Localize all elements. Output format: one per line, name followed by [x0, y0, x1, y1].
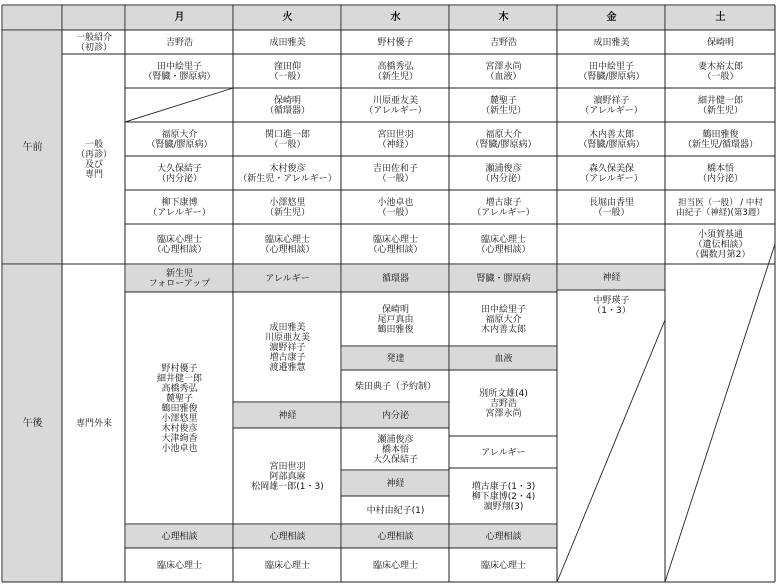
day-header-mon: 月	[126, 6, 233, 30]
am-r3-thu: 瀬浦俊彦 （内分泌）	[480, 163, 526, 184]
am-r5-thu: 臨床心理士 （心理相談）	[476, 234, 531, 255]
pm-thu-allergy-header: アレルギー	[481, 447, 526, 458]
am-r1-wed: 川原亜友美 （アレルギー）	[364, 95, 427, 116]
am-r4-mon: 柳下康博 （アレルギー）	[148, 197, 211, 218]
am-r4-fri: 長堀由香里 （一般）	[588, 197, 634, 218]
first-visit-tue: 成田雅美	[269, 37, 306, 48]
pm-fri-neuro-doctors: 中野瑛子 （1・3）	[592, 295, 631, 316]
pm-wed-dev-header: 発達	[342, 347, 449, 370]
pm-wed-cardio-header: 循環器	[342, 265, 449, 292]
am-r0-tue: 窪田仰 （一般）	[269, 61, 306, 82]
am-r2-sat: 鶴田雅俊 （新生児/循環器）	[682, 129, 759, 150]
pm-wed-neuro-header: 神経	[342, 471, 449, 496]
pm-mon-doctors: 野村優子 細井健一郎 高橋秀弘 麓聖子 鶴田雅俊 小澤悠里 木村俊彦 大津絢香 小池卓也	[156, 363, 202, 454]
am-r5-wed: 臨床心理士 （心理相談）	[368, 234, 423, 255]
pm-wed-counseling-staff: 臨床心理士	[372, 560, 418, 571]
am-r2-wed: 宮田世羽 （神経）	[377, 129, 414, 150]
pm-mon-counseling-header: 心理相談	[126, 525, 233, 548]
am-r3-sat: 橋本悟 （内分泌）	[697, 163, 743, 184]
day-header-sat: 土	[666, 6, 775, 30]
am-r4-sat: 担当医（一般） / 中村 由紀子（神経)(第3週）	[676, 197, 765, 218]
day-header-thu: 木	[450, 6, 557, 30]
pm-wed-cardio-doctors: 保崎明 尾戸真由 鶴田雅俊	[377, 304, 414, 335]
pm-thu-renal-header: 腎臓・膠原病	[450, 265, 557, 292]
am-r4-tue: 小澤悠里 （新生児）	[264, 197, 310, 218]
day-header-fri: 金	[558, 6, 665, 30]
day-header-wed: 水	[342, 6, 449, 30]
am-r0-fri: 田中絵里子 （腎臓/膠原病）	[578, 61, 645, 82]
am-r2-tue: 関口進一郎 （一般）	[264, 129, 310, 150]
first-visit-wed: 野村優子	[377, 37, 414, 48]
am-r3-tue: 木村俊彦 （新生児・アレルギー）	[238, 163, 337, 184]
first-visit-mon: 吉野浩	[165, 37, 193, 48]
am-r4-wed: 小池卓也 （一般）	[377, 197, 414, 218]
pm-tue-neuro-header: 神経	[234, 403, 341, 428]
am-r1-sat: 細井健一郎 （新生児）	[697, 95, 743, 116]
pm-tue-allergy-header: アレルギー	[234, 265, 341, 292]
pm-period-label: 午後	[22, 417, 43, 429]
pm-thu-blood-header: 血液	[450, 347, 557, 370]
am-r5-tue: 臨床心理士 （心理相談）	[260, 234, 315, 255]
am-r2-thu: 福原大介 （腎臓/膠原病）	[470, 129, 537, 150]
general-label: 一般 （再診） 及び 専門	[75, 139, 112, 180]
pm-thu-counseling-staff: 臨床心理士	[480, 560, 526, 571]
first-visit-sat: 保崎明	[706, 37, 734, 48]
am-r0-mon: 田中絵里子 （腎臓・膠原病）	[143, 61, 216, 82]
am-r5-mon: 臨床心理士 （心理相談）	[152, 234, 207, 255]
am-r0-wed: 高橋秀弘 （新生児）	[372, 61, 418, 82]
pm-wed-dev-doctors: 柴田典子（予約制）	[354, 381, 436, 392]
pm-wed-endo-doctors: 瀬浦俊彦 橋本悟 大久保結子	[372, 434, 418, 465]
pm-wed-endo-header: 内分泌	[342, 403, 449, 428]
pm-specialty-label: 専門外来	[75, 418, 112, 429]
pm-wed-neuro-doctors: 中村由紀子(1)	[366, 505, 425, 516]
pm-thu-renal-doctors: 田中絵里子 福原大介 木内善太郎	[480, 304, 526, 335]
am-r2-fri: 木内善太郎 （腎臓/膠原病）	[578, 129, 645, 150]
pm-mon-counseling-staff: 臨床心理士	[156, 560, 202, 571]
day-header-tue: 火	[234, 6, 341, 30]
pm-thu-allergy-doctors: 増古康子(1・3) 柳下康博(2・4) 濵野翔(3)	[471, 481, 536, 512]
pm-mon-header: 新生児 フォローアップ	[126, 265, 233, 292]
am-r5-sat: 小須賀基通 （遺伝相談） （偶数月第2）	[690, 229, 751, 260]
first-visit-label: 一般紹介 （初診）	[75, 32, 112, 53]
am-period-label: 午前	[22, 141, 43, 153]
first-visit-thu: 吉野浩	[489, 37, 517, 48]
am-r1-thu: 麓聖子 （新生児）	[480, 95, 526, 116]
pm-tue-allergy-doctors: 成田雅美 川原亜友美 濵野祥子 増古康子 渡邉雅慧	[264, 322, 310, 373]
first-visit-fri: 成田雅美	[593, 37, 630, 48]
am-r1-tue: 保崎明 （循環器）	[264, 95, 310, 116]
am-r0-sat: 妻木裕太郎 （一般）	[697, 61, 743, 82]
am-r3-mon: 大久保結子 （内分泌）	[156, 163, 202, 184]
pm-wed-counseling-header: 心理相談	[342, 525, 449, 548]
pm-tue-neuro-doctors: 宮田世羽 阿部真麻 松岡雄一郎(1・3)	[251, 461, 324, 492]
pm-thu-blood-doctors: 別所文雄(4) 吉野浩 宮澤永尚	[479, 388, 528, 419]
pm-tue-counseling-staff: 臨床心理士	[264, 560, 310, 571]
am-r2-mon: 福原大介 （腎臓/膠原病）	[146, 129, 213, 150]
pm-tue-counseling-header: 心理相談	[234, 525, 341, 548]
am-r1-fri: 濵野祥子 （アレルギー）	[580, 95, 643, 116]
am-r0-thu: 宮澤永尚 （血液）	[485, 61, 522, 82]
am-r3-wed: 吉田佐和子 （一般）	[372, 163, 418, 184]
am-r3-fri: 森久保美保 （アレルギー）	[580, 163, 643, 184]
pm-thu-counseling-header: 心理相談	[450, 525, 557, 548]
pm-fri-neuro-header: 神経	[558, 265, 665, 290]
am-r4-thu: 増古康子 （アレルギー）	[472, 197, 535, 218]
